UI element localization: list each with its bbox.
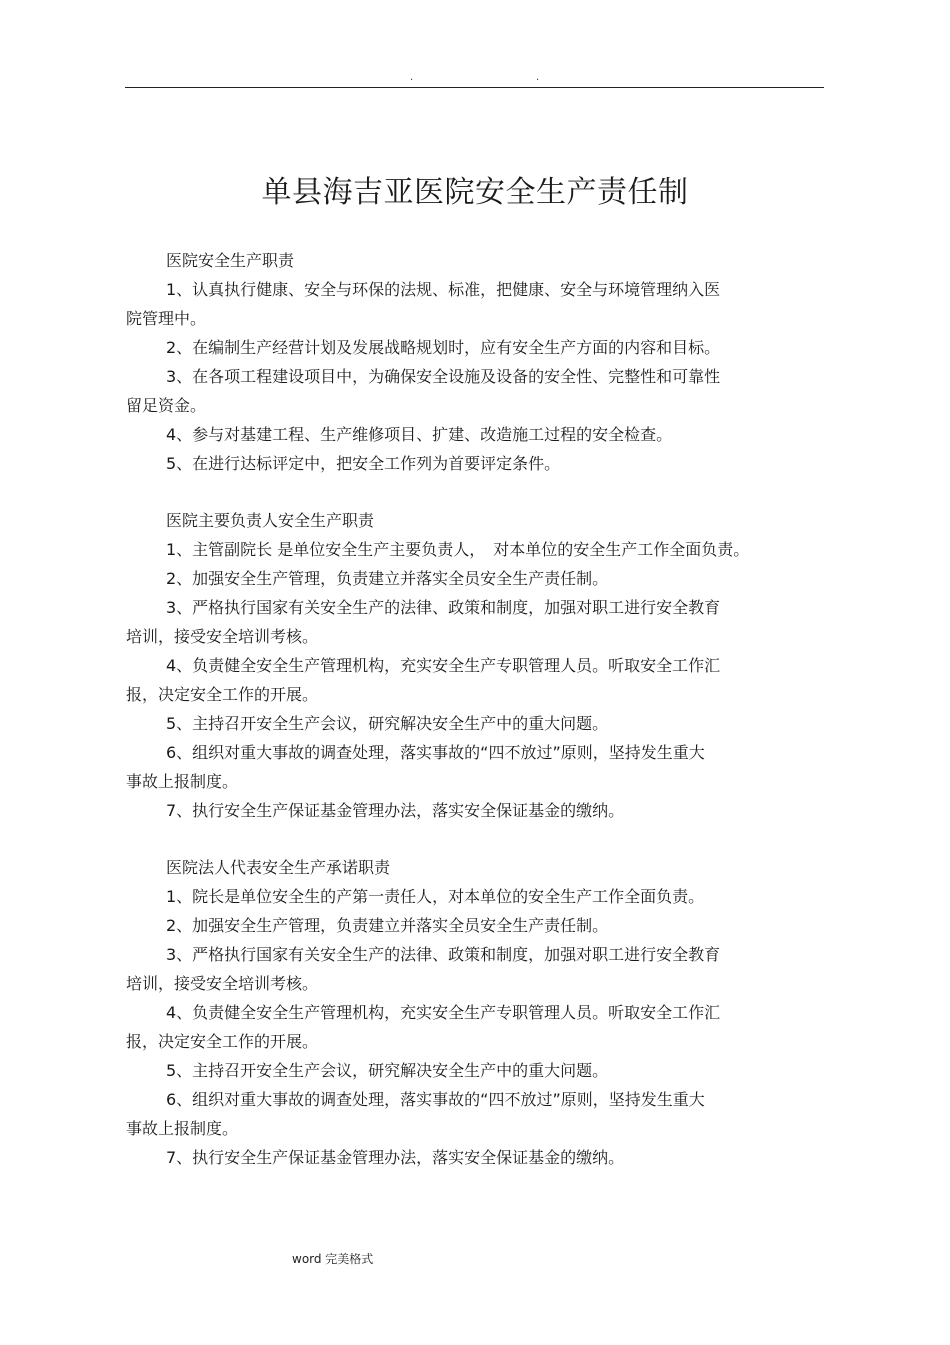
duty-line: 2、在编制生产经营计划及发展战略规划时，应有安全生产方面的内容和目标。	[166, 338, 721, 357]
duty-item	[126, 449, 826, 478]
document-body	[126, 246, 826, 1200]
duty-item	[126, 940, 826, 998]
duty-item	[126, 911, 826, 940]
page-footer: word 完美格式	[292, 1252, 374, 1266]
duty-item	[126, 275, 826, 333]
duty-item	[126, 738, 826, 796]
header-rule	[125, 87, 824, 88]
duty-item	[126, 535, 826, 564]
duty-line: 5、在进行达标评定中，把安全工作列为首要评定条件。	[166, 454, 561, 473]
duty-line: 1、院长是单位安全生的产第一责任人，对本单位的安全生产工作全面负责。	[166, 887, 705, 906]
duty-item	[126, 593, 826, 651]
duty-line: 6、组织对重大事故的调查处理，落实事故的“四不放过”原则，坚持发生重大	[166, 743, 705, 762]
duty-line: 4、负责健全安全生产管理机构，充实安全生产专职管理人员。听取安全工作汇	[166, 656, 721, 675]
duty-line: 7、执行安全生产保证基金管理办法，落实安全保证基金的缴纳。	[166, 1148, 625, 1167]
duty-item	[126, 1085, 826, 1143]
duty-item	[126, 564, 826, 593]
duty-item	[126, 998, 826, 1056]
section-hospital-duties	[126, 246, 826, 478]
duty-list	[126, 882, 826, 1172]
duty-line: 报，决定安全工作的开展。	[126, 1032, 319, 1051]
header-dot: .	[536, 72, 540, 83]
duty-item	[126, 333, 826, 362]
section-heading: 医院主要负责人安全生产职责	[166, 511, 375, 530]
duty-item	[126, 882, 826, 911]
duty-line: 3、在各项工程建设项目中，为确保安全设施及设备的安全性、完整性和可靠性	[166, 367, 721, 386]
duty-item	[126, 420, 826, 449]
duty-line: 留足资金。	[126, 396, 207, 415]
duty-line: 2、加强安全生产管理，负责建立并落实全员安全生产责任制。	[166, 569, 609, 588]
duty-item	[126, 651, 826, 709]
duty-line: 5、主持召开安全生产会议，研究解决安全生产中的重大问题。	[166, 714, 609, 733]
section-heading: 医院安全生产职责	[166, 251, 295, 270]
duty-line: 1、认真执行健康、安全与环保的法规、标准，把健康、安全与环境管理纳入医	[166, 280, 721, 299]
duty-line: 3、严格执行国家有关安全生产的法律、政策和制度，加强对职工进行安全教育	[166, 598, 721, 617]
duty-line: 5、主持召开安全生产会议，研究解决安全生产中的重大问题。	[166, 1061, 609, 1080]
duty-line: 培训，接受安全培训考核。	[126, 974, 319, 993]
duty-list	[126, 275, 826, 478]
duty-item	[126, 709, 826, 738]
duty-item	[126, 1056, 826, 1085]
duty-line: 事故上报制度。	[126, 1119, 239, 1138]
duty-line: 院管理中。	[126, 309, 207, 328]
duty-line: 报，决定安全工作的开展。	[126, 685, 319, 704]
duty-line: 4、参与对基建工程、生产维修项目、扩建、改造施工过程的安全检查。	[166, 425, 673, 444]
header-dot: .	[410, 72, 414, 83]
section-legal-rep-duties	[126, 853, 826, 1172]
duty-line: 事故上报制度。	[126, 772, 239, 791]
duty-item	[126, 1143, 826, 1172]
duty-list	[126, 535, 826, 825]
duty-line: 3、严格执行国家有关安全生产的法律、政策和制度，加强对职工进行安全教育	[166, 945, 721, 964]
section-heading: 医院法人代表安全生产承诺职责	[166, 858, 391, 877]
document-title: 单县海吉亚医院安全生产责任制	[261, 175, 689, 210]
section-principal-duties	[126, 506, 826, 825]
duty-line: 6、组织对重大事故的调查处理，落实事故的“四不放过”原则，坚持发生重大	[166, 1090, 705, 1109]
duty-line: 2、加强安全生产管理，负责建立并落实全员安全生产责任制。	[166, 916, 609, 935]
duty-line: 1、主管副院长 是单位安全生产主要负责人， 对本单位的安全生产工作全面负责。	[166, 540, 750, 559]
duty-item	[126, 362, 826, 420]
duty-line: 7、执行安全生产保证基金管理办法，落实安全保证基金的缴纳。	[166, 801, 625, 820]
duty-line: 4、负责健全安全生产管理机构，充实安全生产专职管理人员。听取安全工作汇	[166, 1003, 721, 1022]
duty-line: 培训，接受安全培训考核。	[126, 627, 319, 646]
duty-item	[126, 796, 826, 825]
